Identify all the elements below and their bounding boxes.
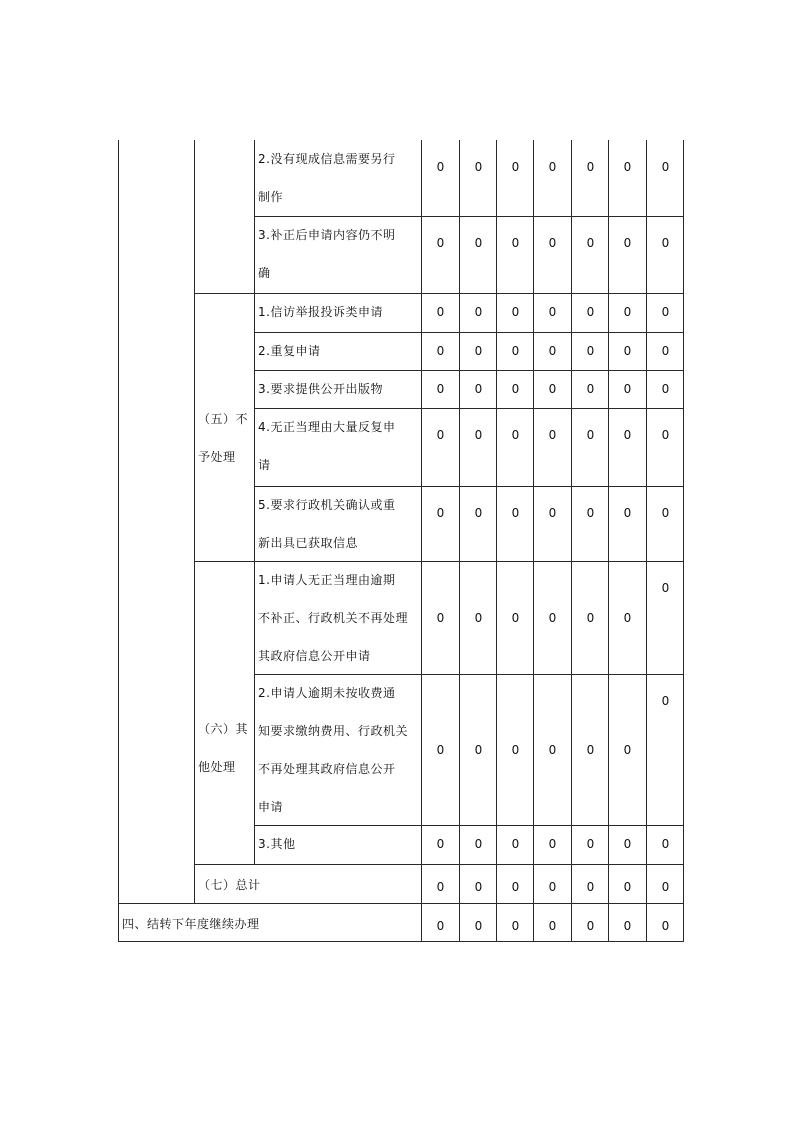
row-value-cell: 0 — [661, 160, 670, 174]
row-value-cell: 0 — [436, 837, 445, 851]
row-value-cell: 0 — [623, 305, 632, 319]
row-value-cell: 0 — [661, 236, 670, 250]
row-value-cell: 0 — [586, 837, 595, 851]
row-value-cell: 0 — [436, 610, 445, 625]
grid-line-vertical — [608, 140, 609, 942]
carryover-label: 四、结转下年度继续办理 — [122, 917, 260, 931]
row-value-cell: 0 — [474, 305, 483, 319]
row-value-cell: 0 — [661, 305, 670, 319]
group-label-cont: 他处理 — [198, 760, 236, 774]
row-value-cell: 0 — [511, 382, 520, 396]
row-value-cell: 0 — [511, 428, 520, 442]
row-value-cell: 0 — [436, 382, 445, 396]
grid-line-vertical — [646, 140, 647, 942]
total-value-cell: 0 — [548, 880, 557, 894]
row-value-cell: 0 — [511, 160, 520, 174]
row-value-cell: 0 — [548, 305, 557, 319]
row-value-cell: 0 — [436, 305, 445, 319]
row-value-cell: 0 — [661, 382, 670, 396]
row-value-cell: 0 — [623, 742, 632, 757]
grid-line-vertical — [533, 140, 534, 942]
row-value-cell: 0 — [474, 236, 483, 250]
row-item-label: 制作 — [258, 190, 284, 204]
row-value-cell: 0 — [586, 428, 595, 442]
row-value-cell: 0 — [661, 428, 670, 442]
row-item-label: 3.补正后申请内容仍不明 — [258, 228, 396, 242]
row-item-label: 3.其他 — [258, 837, 296, 851]
row-value-cell: 0 — [623, 506, 632, 520]
grid-line-vertical — [421, 140, 422, 942]
row-value-cell: 0 — [474, 160, 483, 174]
group-label-cont: 予处理 — [198, 450, 236, 464]
row-value-cell: 0 — [511, 236, 520, 250]
row-item-label: 不再处理其政府信息公开 — [258, 762, 396, 776]
row-value-cell: 0 — [623, 428, 632, 442]
grid-line-vertical — [459, 140, 460, 942]
row-value-cell: 0 — [586, 160, 595, 174]
row-value-cell: 0 — [623, 610, 632, 625]
carryover-value-cell: 0 — [436, 919, 445, 933]
row-item-label: 2.没有现成信息需要另行 — [258, 152, 396, 166]
total-value-cell: 0 — [661, 880, 670, 894]
row-value-cell: 0 — [436, 236, 445, 250]
row-value-cell: 0 — [474, 428, 483, 442]
row-value-cell: 0 — [623, 837, 632, 851]
grid-line-vertical — [254, 140, 255, 865]
carryover-value-cell: 0 — [623, 919, 632, 933]
grid-line-vertical — [118, 140, 119, 942]
row-value-cell: 0 — [548, 742, 557, 757]
row-value-cell: 0 — [661, 837, 670, 851]
grid-line-horizontal — [254, 825, 684, 826]
row-value-cell: 0 — [661, 506, 670, 520]
grid-line-vertical — [683, 140, 684, 942]
carryover-value-cell: 0 — [661, 919, 670, 933]
total-label: （七）总计 — [198, 878, 261, 892]
row-value-cell: 0 — [586, 506, 595, 520]
row-value-cell: 0 — [661, 581, 670, 595]
total-value-cell: 0 — [586, 880, 595, 894]
group-label: （六）其 — [198, 722, 249, 736]
row-value-cell: 0 — [436, 160, 445, 174]
row-item-label: 1.信访举报投诉类申请 — [258, 305, 383, 319]
row-item-label: 3.要求提供公开出版物 — [258, 382, 383, 396]
row-value-cell: 0 — [436, 742, 445, 757]
row-value-cell: 0 — [511, 610, 520, 625]
row-value-cell: 0 — [548, 160, 557, 174]
row-value-cell: 0 — [436, 428, 445, 442]
row-value-cell: 0 — [436, 344, 445, 358]
row-item-label: 申请 — [258, 800, 284, 814]
carryover-value-cell: 0 — [511, 919, 520, 933]
row-value-cell: 0 — [511, 344, 520, 358]
row-value-cell: 0 — [474, 382, 483, 396]
row-value-cell: 0 — [474, 837, 483, 851]
total-value-cell: 0 — [474, 880, 483, 894]
total-value-cell: 0 — [623, 880, 632, 894]
row-value-cell: 0 — [548, 236, 557, 250]
row-value-cell: 0 — [586, 344, 595, 358]
row-value-cell: 0 — [474, 742, 483, 757]
row-item-label: 确 — [258, 266, 271, 280]
row-item-label: 其政府信息公开申请 — [258, 649, 371, 663]
grid-line-horizontal — [194, 864, 684, 865]
row-item-label: 1.申请人无正当理由逾期 — [258, 573, 396, 587]
row-value-cell: 0 — [474, 506, 483, 520]
row-value-cell: 0 — [623, 344, 632, 358]
row-value-cell: 0 — [623, 382, 632, 396]
row-item-label: 知要求缴纳费用、行政机关 — [258, 724, 409, 738]
row-value-cell: 0 — [586, 742, 595, 757]
row-item-label: 2.重复申请 — [258, 344, 321, 358]
row-value-cell: 0 — [511, 506, 520, 520]
row-value-cell: 0 — [623, 160, 632, 174]
row-value-cell: 0 — [511, 742, 520, 757]
row-value-cell: 0 — [661, 694, 670, 708]
row-value-cell: 0 — [436, 506, 445, 520]
row-item-label: 2.申请人逾期未按收费通 — [258, 686, 396, 700]
row-item-label: 请 — [258, 458, 271, 472]
row-value-cell: 0 — [548, 428, 557, 442]
row-value-cell: 0 — [661, 344, 670, 358]
carryover-value-cell: 0 — [474, 919, 483, 933]
row-value-cell: 0 — [586, 382, 595, 396]
row-value-cell: 0 — [548, 382, 557, 396]
row-item-label: 5.要求行政机关确认或重 — [258, 498, 396, 512]
carryover-value-cell: 0 — [548, 919, 557, 933]
row-value-cell: 0 — [548, 344, 557, 358]
row-value-cell: 0 — [511, 305, 520, 319]
grid-line-vertical — [194, 140, 195, 904]
row-item-label: 新出具已获取信息 — [258, 536, 359, 550]
row-value-cell: 0 — [511, 837, 520, 851]
grid-line-vertical — [496, 140, 497, 942]
grid-line-vertical — [571, 140, 572, 942]
row-value-cell: 0 — [548, 506, 557, 520]
row-value-cell: 0 — [586, 305, 595, 319]
row-value-cell: 0 — [548, 837, 557, 851]
row-value-cell: 0 — [586, 610, 595, 625]
group-label: （五）不 — [198, 412, 249, 426]
row-value-cell: 0 — [474, 610, 483, 625]
total-value-cell: 0 — [511, 880, 520, 894]
row-item-label: 不补正、行政机关不再处理 — [258, 611, 409, 625]
row-value-cell: 0 — [586, 236, 595, 250]
row-value-cell: 0 — [548, 610, 557, 625]
row-value-cell: 0 — [474, 344, 483, 358]
carryover-value-cell: 0 — [586, 919, 595, 933]
total-value-cell: 0 — [436, 880, 445, 894]
row-item-label: 4.无正当理由大量反复申 — [258, 420, 396, 434]
row-value-cell: 0 — [623, 236, 632, 250]
